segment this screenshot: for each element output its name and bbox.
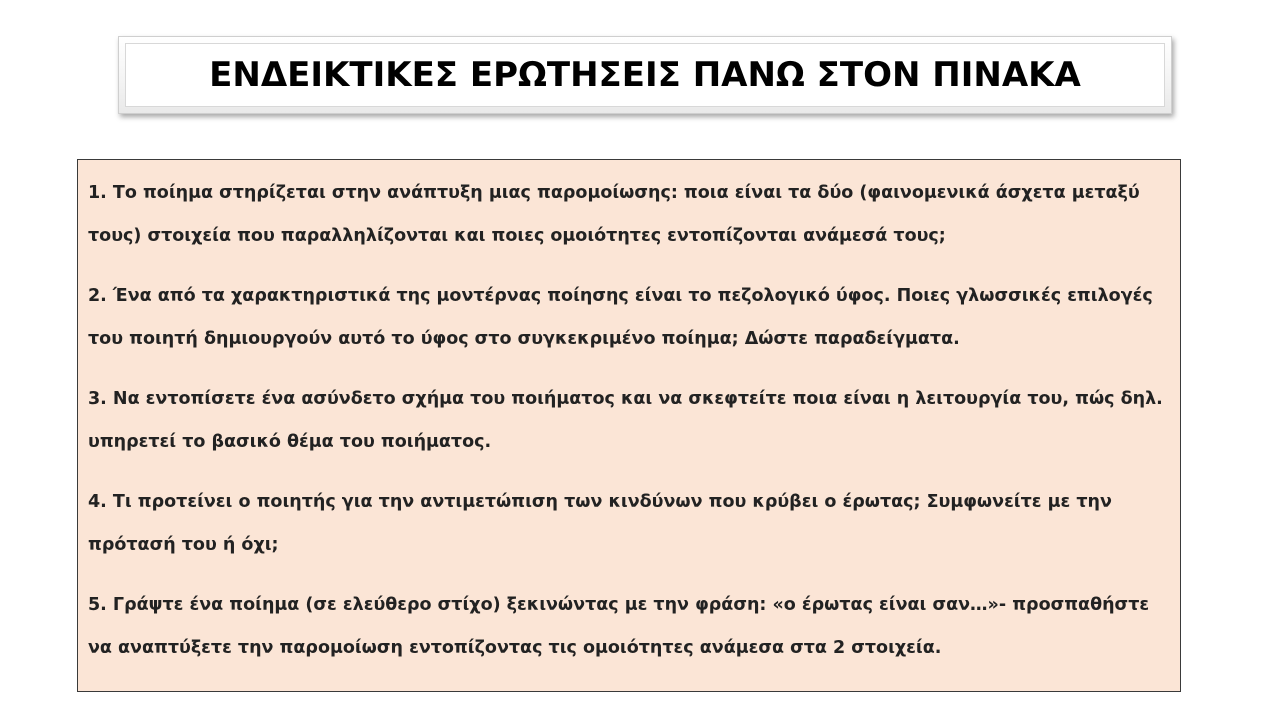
title-banner-inner [125,43,1165,107]
question-1: 1. Το ποίημα στηρίζεται στην ανάπτυξη μιας παρομοίωσης: ποια είναι τα δύο (φαινομενικά άσχετα μεταξύ τους) στοιχεία που παραλληλίζονται και ποιες ομοιότητες εντοπίζονται ανάμεσά τους; [88,183,1140,246]
title-banner [118,36,1172,114]
questions-box [77,159,1181,692]
question-5: 5. Γράψτε ένα ποίημα (σε ελεύθερο στίχο) ξεκινώντας με την φράση: «ο έρωτας είναι σαν…»- προσπαθήστε να αναπτύξετε την παρομοίωση εντοπίζοντας τις ομοιότητες ανάμεσα στα 2 στοιχεία. [88,595,1150,658]
question-4: 4. Τι προτείνει ο ποιητής για την αντιμετώπιση των κινδύνων που κρύβει ο έρωτας; Συμφωνείτε με την πρότασή του ή όχι; [88,492,1112,555]
question-2: 2. Ένα από τα χαρακτηριστικά της μοντέρνας ποίησης είναι το πεζολογικό ύφος. Ποιες γλωσσικές επιλογές του ποιητή δημιουργούν αυτό το ύφος στο συγκεκριμένο ποίημα; Δώστε παραδείγματα. [88,286,1153,349]
question-3: 3. Να εντοπίσετε ένα ασύνδετο σχήμα του ποιήματος και να σκεφτείτε ποια είναι η λειτουργία του, πώς δηλ. υπηρετεί το βασικό θέμα του ποιήματος. [88,389,1163,452]
slide-title: ΕΝΔΕΙΚΤΙΚΕΣ ΕΡΩΤΗΣΕΙΣ ΠΑΝΩ ΣΤΟΝ ΠΙΝΑΚΑ [209,55,1081,95]
